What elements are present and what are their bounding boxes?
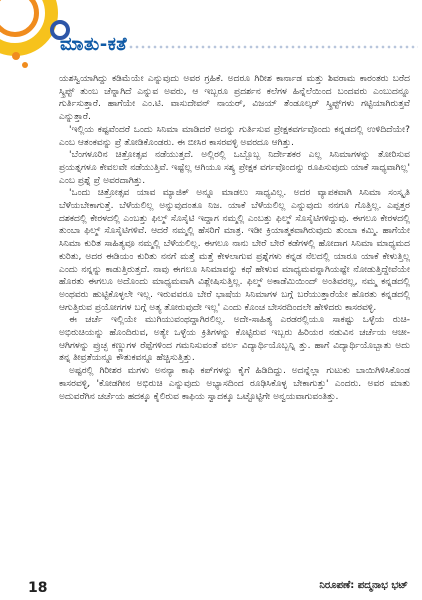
- article-paragraph: 'ಒಂದು ಚಿತ್ರೋತ್ಸವ ಯಾವ ಮ್ಯಾಜಿಕ್ ಅನ್ನೂ ಮಾಡಲು ಸಾಧ್ಯವಿಲ್ಲ. ಅದರ ವ್ಯಾಪಕವಾಗಿ ಸಿನಿಮಾ ಸಂಸ್ಕೃತಿ ಬೆಳೆಯಬೇಕಾಗುತ್ತೆ. ಬೆಳೆಯಲಿಲ್ಲ ಅನ್ನುವುದಂತೂ ನಿಜ. ಯಾಕೆ ಬೆಳೆಯಲಿಲ್ಲ ಎನ್ನುವುದು ನನಗೂ ಗೊತ್ತಿಲ್ಲ. ಎಪ್ಪತ್ತರ ದಶಕದಲ್ಲಿ ಕೇರಳದಲ್ಲಿ ಎಂಬತ್ತು ಫಿಲ್ಮ್ ಸೊಸೈಟಿ ಇದ್ದಾಗ ನಮ್ಮಲ್ಲಿ ಎಂಬತ್ತು ಫಿಲ್ಮ್ ಸೊಸೈಟಿಗಳಿದ್ದುವು. ಈಗಲೂ ಕೇರಳದಲ್ಲಿ ತುಂಬಾ ಫಿಲ್ಮ್ ಸೊಸೈಟಿಗಳಿವೆ. ಆದರೆ ನಮ್ಮಲ್ಲಿ ಹೆಸರಿಗೆ ಮಾತ್ರ. ಇಡೀ ಕ್ರಿಯಾತ್ಮಕವಾಗಿರುವುದು ತುಂಬಾ ಕಮ್ಮಿ. ಹಾಗೆಯೇ ಸಿನಿಮಾ ಕುರಿತ ಸಾಹಿತ್ಯವೂ ನಮ್ಮಲ್ಲಿ ಬೆಳೆಯಲಿಲ್ಲ. ಈಗಲೂ ನಾನು ಬೇರೆ ಬೇರೆ ಕಡೆಗಳಲ್ಲಿ ಹೋದಾಗ ಸಿನಿಮಾ ಮಾಧ್ಯಮದ ಕುರಿತು, ಅದರ ಈಡಿಯಂ ಕುರಿತು ನನಗೆ ಮತ್ತೆ ಮತ್ತೆ ಕೇಳಲಾಗುವ ಪ್ರಶ್ನೆಗಳು ಕನ್ನಡ ನೆಲದಲ್ಲಿ ಯಾರೂ ಯಾಕೆ ಕೇಳುತ್ತಿಲ್ಲ ಎಂದು ನನ್ನನ್ನು ಕಾಡುತ್ತಿರುತ್ತದೆ. ನಾವು ಈಗಲೂ ಸಿನಿಮಾವನ್ನು ಕಥೆ ಹೇಳುವ ಮಾಧ್ಯಮವನ್ನಾಗಿಯಷ್ಟೇ ನೋಡುತ್ತಿದ್ದೇವೆಯೇ ಹೊರತು ಈಗಲೂ ಅದೊಂದು ಮಾಧ್ಯಮವಾಗಿ ವಿಶ್ಲೇಷಿಸುತ್ತಿಲ್ಲ. ಫಿಲ್ಮ್ ಅಕಾಡೆಮಿಯಿಂದ್ ಅಂತಿವರಲ್ಲ, ನಮ್ಮ ಕನ್ನಡದಲ್ಲಿ ಅಂಥವರು ಹುಟ್ಟಿಕೊಳ್ಳಲೇ ಇಲ್ಲ. ಇರುವವರೂ ಬೇರೆ ಭಾಷೆಯ ಸಿನಿಮಾಗಳ ಬಗ್ಗೆ ಬರೆಯುತ್ತಾರೆಯೇ ಹೊರತು ಕನ್ನಡದಲ್ಲಿ ಆಗುತ್ತಿರುವ ಪ್ರಯೋಗಗಳ ಬಗ್ಗೆ ಅತ್ಯ ತೋರುವುದೇ ಇಲ್ಲ' ಎಂದು ಕೊಂಚ ಬೇಸರದಿಂದಲೇ ಹೇಳಿದರು ಕಾಸರವಳ್ಳಿ.: [59, 188, 410, 313]
- article-paragraph: 'ಇಲ್ಲಿಯ ಕಷ್ಟವೆಂದರೆ ಒಂದು ಸಿನಿಮಾ ಮಾಡಿದರೆ ಅದನ್ನು ಗುರ್ತಿಸುವ ಪ್ರೇಕ್ಷಕವರ್ಗವೊಂದು ಕನ್ನಡದಲ್ಲಿ ಉಳಿದಿದೆಯೇ? ಎಂಬ ಆತಂಕವನ್ನು ಪ್ರೆ ತೋಡಿಕೊಂಡರು. ಈ ಬೀಸಿರ ಕಾಸರವಳ್ಳಿ ಅವರದೂ ಆಗಿತ್ತು.: [59, 124, 410, 148]
- article-paragraph: ಅಷ್ಟರಲ್ಲಿ ಗಿರೀಶರ ಮಗಳು ಅನನ್ಯಾ ಕಾಫಿ ಕಪ್‌ಗಳನ್ನು ಕೈಗೆ ಹಿಡಿದಿದ್ದು. ಅದನ್ನೆಲ್ಲಾ ಗುಟುಕು ಬಾಯಿಗಿಳಿಸಿಕೊಂಡ ಕಾಸರವಳ್ಳಿ, 'ಕೋಡಗೀನ ಅಭಿರುಚಿ ಎನ್ನುವುದು ಅಭ್ಯಾಸದಿಂದ ರೂಢಿಸಿಕೊಳ್ಳ ಬೇಕಾಗುತ್ತು' ಎಂದರು. ಅವರ ಮಾತು ಅದುವರೆಗಿನ ಚರ್ಚೆಯ ಹದಕ್ಕೂ ಕೈಲಿರುವ ಕಾಫಿಯ ಸ್ವಾದಕ್ಕೂ ಒಟ್ಟೊಟ್ಟಿಗೇ ಅನ್ವಯವಾಗುವಂತಿತ್ತು.: [59, 366, 410, 402]
- author-byline: ನಿರೂಪಣೆ: ಪದ್ಮನಾಭ ಭಟ್: [319, 580, 408, 591]
- page-number: 18: [28, 580, 48, 596]
- decorative-dot: [22, 62, 28, 68]
- section-title: ಮಾತು-ಕತೆ: [60, 34, 128, 55]
- dotted-divider: [128, 45, 418, 49]
- article-paragraph: ಯಶಸ್ವಿಯಾಗಿದ್ದು ಕಡಿಮೆಯೇ ಎನ್ನುವುದು ಅವರ ಗ್ರಹಿಕೆ. ಅದರೂ ಗಿರೀಶ ಕಾರ್ನಾಡ ಮತ್ತು ಶಿವರಾಮ ಕಾರಂತರು ಬರೆದ ಸ್ಕ್ರಿಪ್ಟ್ ತುಂಬ ಚೆನ್ನಾಗಿದೆ ಎನ್ನುವ ಅವರು, ಆ ಇಬ್ಬರೂ ಪ್ರದರ್ಶನ ಕಲೆಗಳ ಹಿನ್ನೆಲೆಯಿಂದ ಬಂದವರು ಎಂಬುದನ್ನೂ ಗುರ್ತಿಸುತ್ತಾರೆ. ಹಾಗೆಯೇ ಎಂ.ಟಿ. ವಾಸುದೇವನ್ ನಾಯರ್, ವಿಜಯ್ ತೆಂಡೂಲ್ಕರ್ ಸ್ಕ್ರಿಪ್ಟ್‌ಗಳು ಗಟ್ಟಿಯಾಗಿರುತ್ತವೆ ಎನ್ನುತ್ತಾರೆ.: [59, 74, 410, 123]
- article-body: [59, 73, 410, 563]
- decorative-dot: [12, 52, 20, 60]
- article-paragraph: 'ಬೆಂಗಳೂರಿನ ಚಿತ್ರೋತ್ಸವ ನಡೆಯುತ್ತದೆ. ಅಲ್ಲಿರಲ್ಲಿ ಒಬ್ಬೊಬ್ಬ ನಿರ್ದೇಶಕರ ಎಲ್ಲ ಸಿನಿಮಾಗಳನ್ನು ತೋರಿಸುವ ಪ್ರಯತ್ನಗಳೂ ಕೇವಲವೇ ನಡೆಯುತ್ತಿವೆ. ಇಷ್ಟೆಲ್ಲ ಆಗಿಯೂ ಸಶ್ಕ್ತ ಪ್ರೇಕ್ಷಕ ವರ್ಗವೊಂದನ್ನು ರೂಪಿಸುವುದು ಯಾಕೆ ಸಾಧ್ಯವಾಗಿಲ್ಲ' ಎಂಬ ಪ್ರಶ್ನೆ ಪ್ರೆ ಅವರದಾಗಿತ್ತು.: [59, 150, 410, 186]
- article-paragraph: ಈ ಚರ್ಚೆ ಇಲ್ಲಿಯೇ ಮುಗಿಯುವಂಥದ್ದಾಗಿರಲಿಲ್ಲ. ಅದೇ-ಸಾಹಿತ್ಯ ಎರಡರಲ್ಲಿಯೂ ಸಾಕಷ್ಟು ಒಳ್ಳೆಯ ರುಚಿ-ಅಭಿರುಚಿಯನ್ನು ಹೊಂದಿರುವ, ಅತ್ಯೇ ಒಳ್ಳೆಯ ಕ್ರಿತಿಗಳನ್ನು ಕೊಟ್ಟಿರುವ ಇಬ್ಬರು ಹಿರಿಯರ ನಡುವಿನ ಚರ್ಚೆಯ ಆಚೀ-ಆಗಿಗಳನ್ನು ಪ್ರುಚ್ಛ ಕಣ್ಣುಗಳ ರೆಪ್ಪೆಗಳಿಂದ ಗಮನಿಸುವಂತೆ ವರ್ಲ ವಿದ್ಯಾರ್ಥಿಯೊಬ್ಬನ್ನಿ ತ್ತು. ಹಾಗೆ ವಿದ್ಯಾರ್ಥಿಯೊಬ್ಬಾತು ಅದು ತನ್ನ ತೀವ್ರತೆಯನ್ನೂ ಕೌತುಕವನ್ನೂ ಹೆಚ್ಚಿಸುತ್ತಿತ್ತು.: [59, 315, 410, 364]
